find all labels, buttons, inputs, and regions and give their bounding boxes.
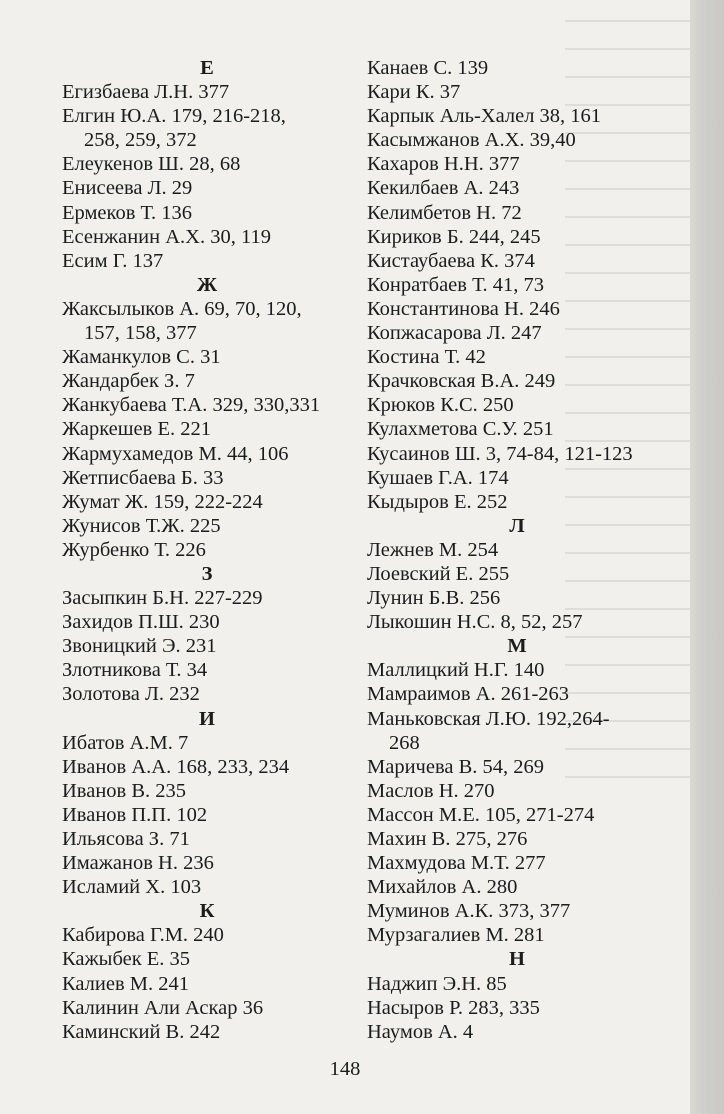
index-entry: Карпык Аль-Халел 38, 161 [367, 105, 602, 128]
index-entry: Жетписбаева Б. 33 [62, 466, 224, 489]
index-entry: Константинова Н. 246 [367, 297, 560, 320]
index-entry: Кажыбек Е. 35 [62, 948, 191, 971]
index-column-right [367, 56, 667, 1044]
index-entry: Кушаев Г.А. 174 [367, 466, 509, 489]
index-entry: Иванов А.А. 168, 233, 234 [62, 755, 290, 778]
index-entry: Жанкубаева Т.А. 329, 330,331 [62, 394, 321, 417]
index-entry: Ибатов А.М. 7 [62, 731, 189, 754]
index-entry: Егизбаева Л.Н. 377 [62, 81, 230, 104]
index-entry: Наджип Э.Н. 85 [367, 972, 507, 995]
index-entry: Журбенко Т. 226 [62, 538, 206, 561]
index-letter-heading: К [199, 900, 215, 923]
index-entry: Жандарбек З. 7 [62, 370, 195, 393]
index-entry: Канаев С. 139 [367, 57, 489, 79]
index-letter-heading: Л [509, 514, 525, 537]
index-entry: Жаманкулов С. 31 [62, 346, 221, 369]
index-letter-heading: З [201, 562, 213, 585]
index-entry: Елгин Ю.А. 179, 216-218, [62, 105, 286, 128]
index-letter-heading: Н [509, 948, 525, 971]
index-entry-continuation: 157, 158, 377 [84, 322, 197, 345]
index-entry: Мамраимов А. 261-263 [367, 683, 570, 706]
index-entry: Кари К. 37 [367, 81, 461, 104]
index-column-left [62, 56, 352, 1044]
index-entry: Маллицкий Н.Г. 140 [367, 659, 545, 682]
index-entry: Жаксылыков А. 69, 70, 120, [62, 297, 302, 320]
index-entry: Крачковская В.А. 249 [367, 370, 556, 393]
index-entry: Есим Г. 137 [62, 249, 164, 272]
index-entry: Михайлов А. 280 [367, 876, 518, 899]
index-entry: Махин В. 275, 276 [367, 828, 528, 850]
index-entry: Конратбаев Т. 41, 73 [367, 273, 545, 296]
index-entry-continuation: 258, 259, 372 [84, 129, 197, 152]
index-entry: Маслов Н. 270 [367, 779, 495, 802]
index-entry: Маньковская Л.Ю. 192,264- [367, 707, 610, 730]
index-entry: Засыпкин Б.Н. 227-229 [62, 587, 263, 610]
index-entry: Кусаинов Ш. 3, 74-84, 121-123 [367, 442, 633, 465]
index-entry: Кыдыров Е. 252 [367, 490, 508, 513]
page-number: 148 [329, 1058, 361, 1080]
index-entry-continuation: 268 [389, 731, 420, 754]
index-entry: Каминский В. 242 [62, 1020, 221, 1043]
index-entry: Иванов П.П. 102 [62, 803, 208, 826]
index-entry: Жаркешев Е. 221 [62, 418, 211, 441]
index-entry: Копжасарова Л. 247 [367, 322, 542, 345]
index-letter-heading: Ж [196, 273, 218, 296]
index-entry: Муминов А.К. 373, 377 [367, 900, 571, 923]
index-entry: Ермеков Т. 136 [62, 201, 192, 224]
page-edge-shadow [690, 0, 724, 1114]
index-entry: Лежнев М. 254 [367, 538, 499, 561]
index-entry: Махмудова М.Т. 277 [367, 852, 546, 875]
index-entry: Массон М.Е. 105, 271-274 [367, 803, 595, 826]
index-entry: Келимбетов Н. 72 [367, 201, 522, 224]
index-entry: Жунисов Т.Ж. 225 [62, 514, 221, 537]
index-entry: Иванов В. 235 [62, 779, 187, 802]
index-entry: Кекилбаев А. 243 [367, 177, 520, 200]
index-entry: Жумат Ж. 159, 222-224 [62, 490, 263, 513]
index-entry: Имажанов Н. 236 [62, 852, 214, 875]
index-entry: Енисеева Л. 29 [62, 177, 193, 200]
index-entry: Елеукенов Ш. 28, 68 [62, 153, 241, 176]
index-entry: Ильясова З. 71 [62, 828, 190, 850]
index-entry: Лыкошин Н.С. 8, 52, 257 [367, 611, 583, 634]
index-entry: Лоевский Е. 255 [367, 562, 510, 585]
index-entry: Насыров Р. 283, 335 [367, 996, 540, 1019]
index-entry: Жармухамедов М. 44, 106 [62, 442, 289, 465]
index-entry: Звоницкий Э. 231 [62, 635, 217, 658]
index-entry: Кистаубаева К. 374 [367, 249, 535, 272]
index-entry: Касымжанов А.Х. 39,40 [367, 129, 576, 152]
index-entry: Исламий Х. 103 [62, 876, 202, 899]
index-letter-heading: И [199, 707, 215, 730]
index-entry: Калинин Али Аскар 36 [62, 996, 264, 1019]
index-entry: Кахаров Н.Н. 377 [367, 153, 520, 176]
index-entry: Есенжанин А.Х. 30, 119 [62, 225, 271, 248]
index-entry: Костина Т. 42 [367, 346, 486, 369]
index-entry: Крюков К.С. 250 [367, 394, 514, 417]
index-entry: Лунин Б.В. 256 [367, 587, 501, 610]
index-letter-heading: Е [200, 57, 214, 79]
index-entry: Калиев М. 241 [62, 972, 190, 995]
index-entry: Захидов П.Ш. 230 [62, 611, 220, 634]
index-entry: Золотова Л. 232 [62, 683, 200, 706]
index-entry: Кулахметова С.У. 251 [367, 418, 554, 441]
index-letter-heading: М [507, 635, 527, 658]
index-entry: Злотникова Т. 34 [62, 659, 208, 682]
index-entry: Мурзагалиев М. 281 [367, 924, 545, 947]
index-entry: Наумов А. 4 [367, 1020, 474, 1043]
index-entry: Кабирова Г.М. 240 [62, 924, 224, 947]
index-entry: Маричева В. 54, 269 [367, 755, 545, 778]
index-entry: Кириков Б. 244, 245 [367, 225, 541, 248]
